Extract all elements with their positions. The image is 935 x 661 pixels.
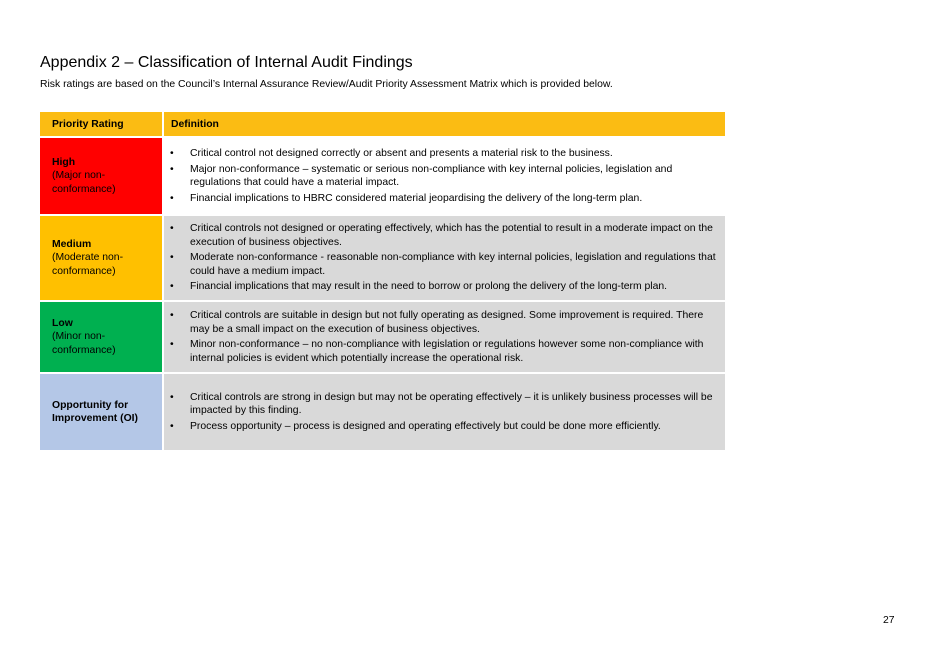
list-item: • Financial implications to HBRC considered material jeopardising the delivery of the long-term plan.	[170, 192, 643, 204]
table-row-low	[40, 301, 725, 373]
page-number: 27	[883, 615, 895, 626]
rating-description: (Moderate non-conformance)	[52, 252, 124, 277]
bullet-icon: •	[170, 391, 174, 403]
rating-name: High	[52, 156, 76, 168]
definition-cell-medium	[163, 215, 725, 301]
rating-name: Medium	[52, 238, 92, 250]
definition-list	[170, 309, 719, 365]
rating-cell-low	[40, 301, 163, 373]
rating-cell-opportunity	[40, 373, 163, 451]
bullet-icon: •	[170, 339, 174, 350]
rating-name: Opportunity for Improvement (OI)	[52, 399, 139, 424]
list-item: • Minor non-conformance – no non-compliance with legislation or regulations however some non-compliance with internal policies is evident which potentially increase the operational risk.	[170, 339, 704, 364]
list-item: • Critical controls not designed or operating effectively, which has the potential to result in a moderate impact on the execution of business objectives.	[170, 223, 713, 248]
definition-list	[170, 222, 719, 294]
bullet-icon: •	[170, 420, 174, 432]
definition-list	[170, 391, 719, 434]
list-item: • Critical control not designed correctly or absent and presents a material risk to the business.	[170, 148, 613, 159]
table-row-medium	[40, 215, 725, 301]
table-header-row	[40, 112, 725, 137]
list-item: • Financial implications that may result in the need to borrow or prolong the delivery of the long-term plan.	[170, 281, 668, 293]
bullet-icon: •	[170, 148, 174, 159]
table-row-high	[40, 137, 725, 215]
bullet-icon: •	[170, 192, 174, 204]
definition-list	[170, 147, 719, 205]
list-item: • Process opportunity – process is designed and operating effectively but could be done more efficiently.	[170, 420, 661, 432]
list-item: • Critical controls are suitable in design but not fully operating as designed. Some improvement is required. There may be a small impact on the execution of business objectives.	[170, 310, 704, 335]
list-item: • Major non-conformance – systematic or serious non-compliance with key internal policies, legislation and regulations that could have a material impact.	[170, 163, 673, 188]
bullet-icon: •	[170, 310, 174, 321]
header-definition: Definition	[163, 112, 725, 137]
bullet-icon: •	[170, 163, 174, 175]
definition-cell-opportunity	[163, 373, 725, 451]
page-title: Appendix 2 – Classification of Internal Audit Findings	[40, 54, 413, 71]
rating-description: (Minor non-conformance)	[52, 331, 116, 356]
rating-cell-high	[40, 137, 163, 215]
priority-matrix-table	[40, 112, 725, 452]
rating-description: (Major non-conformance)	[52, 170, 116, 195]
rating-cell-medium	[40, 215, 163, 301]
table-row-opportunity	[40, 373, 725, 451]
definition-cell-low	[163, 301, 725, 373]
bullet-icon: •	[170, 252, 174, 264]
rating-name: Low	[52, 317, 73, 329]
list-item: • Moderate non-conformance - reasonable non-compliance with key internal policies, legislation and regulations that could have a medium impact.	[170, 252, 716, 277]
header-priority-rating: Priority Rating	[40, 112, 163, 137]
definition-cell-high	[163, 137, 725, 215]
page-subtitle: Risk ratings are based on the Council’s Internal Assurance Review/Audit Priority Assessment Matrix which is provided below.	[40, 79, 613, 90]
bullet-icon: •	[170, 281, 174, 293]
list-item: • Critical controls are strong in design but may not be operating effectively – it is unlikely business processes will be impacted by this finding.	[170, 391, 713, 417]
bullet-icon: •	[170, 223, 174, 235]
